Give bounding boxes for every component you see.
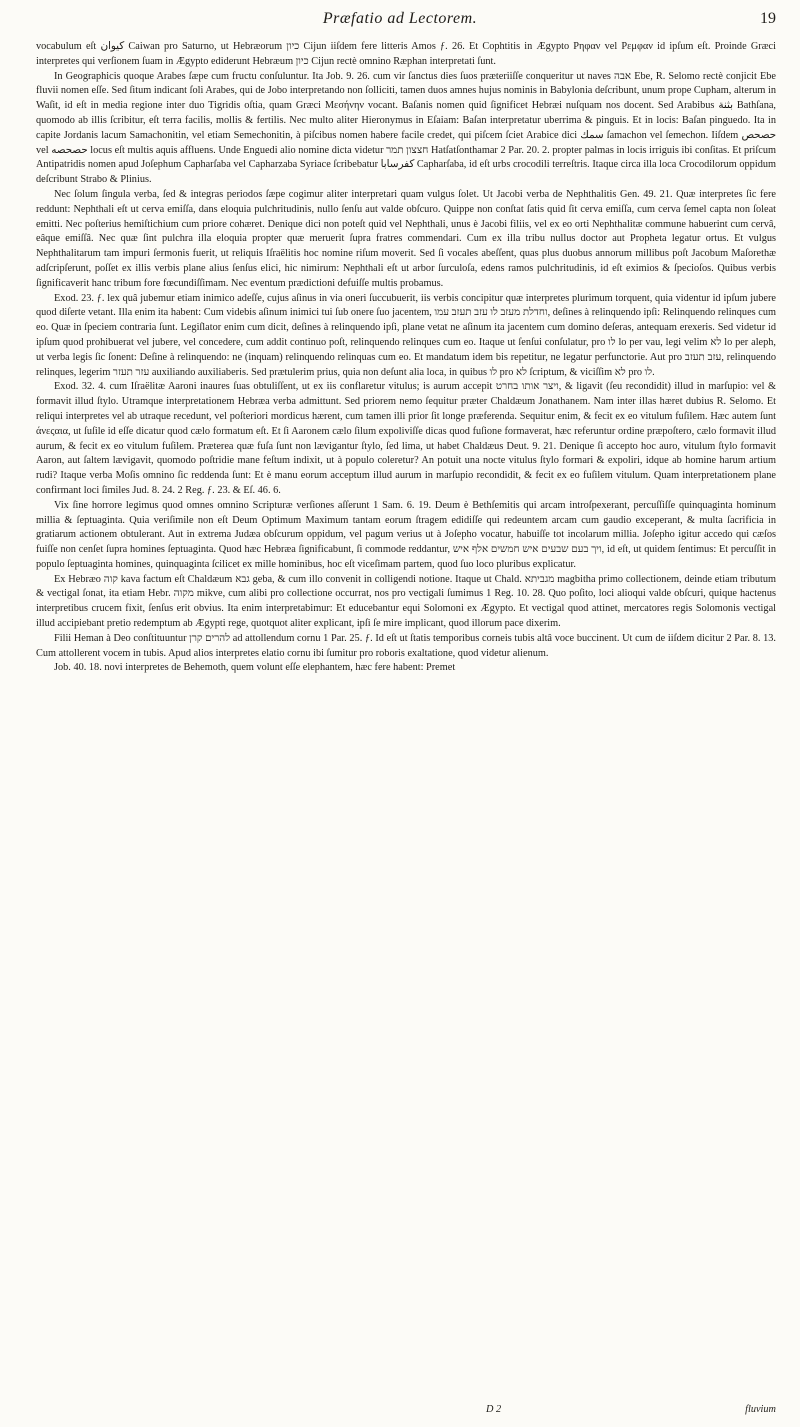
paragraph-behemoth: Job. 40. 18. novi interpretes de Behemoth, quem volunt eſſe elephantem, hæc fere habent: Premet: [54, 662, 456, 674]
paragraph-exodus-32: Exod. 32. 4. cum Iſraëlitæ Aaroni inaures ſuas obtuliſſent, ut ex iis conflaretur vitulus; is aurum accepit ויצר אותו בחרט, & ligavit (ſeu recondidit) illud in marſupio: vel & formavit illud ſtylo. Utramque interpretationem Hebræa verba admittunt. Sed priorem nemo ſequitur præter Chaldæum Jonathanem. Nam inter illas hæret dubius R. Selomo. Et reliqui interpretes vel ab utraque recedunt, vel poſteriori mordicus hærent, cum tamen illi prior ſit longe præferenda. Sequitur enim, & fecit ex eo vitulum fuſilem. Hæc autem ſunt άνεςαια, ut ſuſile id eſſe dicatur quod cælo formatum eſt. Et ſi Aaronem cælo ſilum expoliviſſe dicas quod fuſione formaverat, hæc referuntur ordine præpoſtero, cælo formavit illud aurum, & fecit ex eo vitulum fuſilem. Præterea quæ fuſa ſunt non lævigantur ſtylo, ſed lima, ut habet Chaldæus Deut. 9. 21. Denique ſi accepto hoc auro, vitulum ſtylo formavit Aaron, aut ſaltem lævigavit, quomodo poſtridie mane feſtum indixit, ut à populo coleretur? An potuit una nocte vitulus ſtylo formari & expoliri, idque ab homine harum artium rudi? Itaque verba Moſis omnino ſic reddenda ſunt: Et è manu eorum acceptum illud aurum in marſupio recondidit, & fecit ex eo fuſilem vitulum. Quam interpretationem plane confirmant loci ſimiles Jud. 8. 24. 2 Reg. ƒ. 23. & Eſ. 46. 6.: [36, 381, 776, 496]
paragraph-geography: In Geographicis quoque Arabes ſæpe cum fructu conſuluntur. Ita Job. 9. 26. cum vir ſanctus dies ſuos præteriiſſe conqueritur ut naves אבה Ebe, R. Selomo rectè conjicit Ebe fluvii nomen eſſe. Sed ſitum indicant ſoli Arabes, qui de Jobo interpretando non ſolliciti, tamen duos amnes hujus nominis in Babylonia deſcribunt, unum prope Cupham, alterum in Waſit, id eſt in media regione inter duo Tigridis oſtia, quam Græci Μεσήνην vocant. Baſanis nomen quid ſignificet Hebræi nuſquam nos docent. Sed Arabibus بثنة Bathſana, quomodo ab illis ſcribitur, eſt terra facilis, mollis & fertilis. Nec multo aliter Hieronymus in Eſaiam: Baſan interpretatur uberrima & pinguis. Et in locis: Baſan pinguedo. Ita in capite Jordanis lacum Samachonitin, vel etiam Semechonitin, à piſcibus nomen habere facile credet, qui piſcem ſciet Arabice dici سمك ſamachon vel ſemechon. Iiſdem حصحص vel حصحصه locus eſt multis aquis affluens. Unde Enguedi alio nomine dicta videtur חצצון תמר Hatſatſonthamar 2 Par. 20. 2. propter palmas in locis irriguis ibi conſitas. Et priſcum Antipatridis nomen apud Joſephum Capharſaba vel Capharzaba Syriace ſcribebatur كفرسابا Capharſaba, id eſt urbs crocodili terreſtris. Itaque circa illa loca Crocodilorum oppidum deſcribunt Strabo & Plinius.: [36, 70, 777, 186]
running-head: [0, 6, 800, 36]
paragraph-caiwan: vocabulum eſt كيوان Caiwan pro Saturno, ut Hebræorum כיון Cijun iiſdem fere litteris Amos ƒ. 26. Et Cophtitis in Ægypto Ρηφαν vel Ρεμφαν id ipſum eſt. Proinde Græci interpretes qui verſionem ſuam in Ægypto ediderunt Hebræum כיון Cijun rectè omnino Ræphan interpretati ſunt.: [36, 41, 776, 67]
footer-line: [36, 1404, 776, 1420]
body-text: [36, 40, 776, 676]
catchword: fluvium: [745, 1404, 776, 1415]
paragraph-kava: Ex Hebræo קוה kava factum eſt Chaldæum גבא geba, & cum illo convenit in colligendi notione. Itaque ut Chald. מגביתא magbitha primo collectionem, deinde etiam tributum & vectigal ſonat, ita etiam Hebr. מקוה mikve, cum alibi pro collectione occurrat, nos pro vectigali ſumimus 1 Reg. 10. 28. Quo poſito, loci alioqui valde obſcuri, quique hactenus interpretibus crucem fixit, ſenſus erit obvius. Ita enim interpretabimur: Et educebantur equi Solomoni ex Ægypto. Et vectigal quod attinet, mercatores regis Solomonis vectigal illud accipiebant pretio redemptum ab Ægypti rege, quotquot aliter explicant, ipſi ſe mire implicant, quod illorum pace dixerim.: [36, 573, 777, 630]
paragraph-heman: Filii Heman à Deo conſtituuntur להרים קרן ad attollendum cornu 1 Par. 25. ƒ. Id eſt ut ſtatis temporibus corneis tubis altâ voce buccinent. Ut cum de iiſdem dicitur 2 Par. 8. 13. Cum attollerent vocem in tubis. Apud alios interpretes elatio cornu ibi ſumitur pro roboris exaltatione, quod videtur alienum.: [36, 632, 776, 659]
paragraph-exodus-23: Exod. 23. ƒ. lex quâ jubemur etiam inimico adeſſe, cujus aſinus in via oneri ſuccubuerit, iis verbis concipitur quæ interpretes plurimum torquent, quia videntur id ipſum jubere quod diſerte vetant. Illa enim ita habent: Cum videbis aſinum inimici tui ſub onere ſuo jacentem, וחדלת מעזב לו עזב תעזב עמו, deſines à relinquendo ipſi: Relinquendo relinques cum eo. Quæ in ſpeciem contraria ſunt. Legiſlator enim cum dicit, deſines à relinquendo ipſi, plane vetat ne aſinum ita jacentem cum domino deſeras, antequam erexeris. Sed videtur id ipſum quod prohibuerat vel jubere, vel concedere, cum addit continuo poſt, relinquendo relinques cum eo. Itaque ut ſenſui conſulatur, pro לו lo per vau, legi velim לא lo per aleph, ut verba legis ſic ſonent: Deſine à relinquendo: ne (inquam) relinquendo relinquas cum eo. Et mandatum idem bis repetitur, ne legatur perfunctorie. Aut pro עזב תעזב, relinquendo relinques, legerim עזר תעזר auxiliando auxiliaberis. Sed prætulerim prius, quia non deſunt alia loca, in quibus לו pro לא ſcriptum, & viciſſim לא pro לו.: [36, 292, 776, 378]
page-number: 19: [760, 10, 776, 27]
paragraph-bethsemites: Vix ſine horrore legimus quod omnes omnino Scripturæ verſiones aſſerunt 1 Sam. 6. 19. Deum è Bethſemitis qui arcam introſpexerant, percuſſiſſe quinquaginta hominum millia & ſeptuaginta. Quia veriſimile non eſt Deum Optimum Maximum tantam eorum ſtragem edidiſſe qui redeuntem arcam cum gaudio exceperant, & multa ſacrificia in gratiarum actionem obtulerant. Aut in extrema Judæa obſcurum oppidum, vel pagum verius ut à Joſepho vocatur, habuiſſe tot incolarum millia. Joſepho igitur accedo qui cæſos fuiſſe non cenſet ſupra homines ſeptuaginta. Quod hæc Hebræa ſignificabunt, ſi commode reddantur, ויך בעם שבעים איש חמשים אלף איש, id eſt, ut quidem ſentimus: Et percuſſit in populo ſeptuaginta homines, quinquaginta ſcilicet ex mille hominibus, hoc eſt viceſimam partem, quod ſuo loco pluribus explicatur.: [36, 499, 777, 570]
signature-mark: D 2: [486, 1404, 502, 1415]
running-title: Præfatio ad Lectorem.: [322, 10, 478, 27]
paragraph-nephthali: Nec ſolum ſingula verba, ſed & integras periodos ſæpe cogimur aliter interpretari quam vulgus ſolet. Ut Jacobi verba de Nephthalitis Gen. 49. 21. Quæ interpretes ſic fere reddunt: Nephthali eſt ut cerva emiſſa, dans eloquia pulchritudinis, nullo ſenſu aut valde obſcuro. Quippe non conſtat ſatis quid ſit cerva emiſſa, cum cerva ſemel capta non ſoleat emitti. Nec poſterius hemiſtichium cum priore cohæret. Denique dici non poteſt quid vel Nephthali, unus è Jacobi filiis, vel ex eo orti Nephthalitæ commune habuerint cum cervâ, eâque emiſſâ. Nec quæ ſint pulchra illa eloquia propter quæ meruerit ſupra fratres commendari. Cum ex illa tribu nullus doctor aut Propheta legatur ortus. Et vulgus Nephthalitarum tam impuri ſermonis fuerit, ut reliquis Iſraëlitis hoc nomine riſum moverit. Sed ſi vocales abeſſent, quas plus duobus annorum millibus poſt Jacobum Maſorethæ adſcripſerunt, poſſet ex illis verbis plane alius ſenſus elici, hic nimirum: Nephthali eſt ut arbor ſurculoſa, edens ramos pulchritudinis, id eſt eximios & ſpecioſos. Quibus verbis ſignificaverit hanc tribum fore fœcundiſſimam. Nec eventum prædictioni defuiſſe multis probamus.: [36, 188, 776, 289]
